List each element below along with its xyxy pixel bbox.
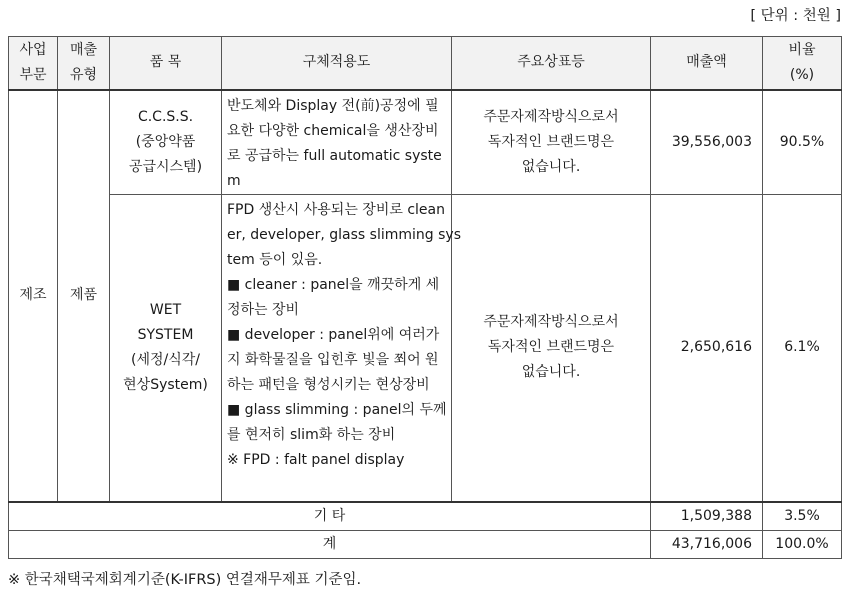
ratio-cell: 6.1% (763, 194, 842, 502)
usage-line: 요한 다양한 chemical을 생산장비 (227, 122, 439, 139)
header-ratio-line1: 비율 (788, 41, 816, 58)
usage-line: 반도체와 Display 전(前)공정에 필 (227, 97, 439, 114)
brand-line: 주문자제작방식으로서 (483, 108, 619, 125)
header-ratio-line2: (%) (789, 66, 815, 83)
header-sector (9, 37, 58, 90)
etc-sales: 1,509,388 (651, 502, 763, 530)
unit-label: [ 단위 : 천원 ] (750, 8, 841, 24)
item-cell (110, 194, 222, 502)
usage-line: ※ FPD : falt panel display (227, 451, 405, 468)
sales-cell: 39,556,003 (651, 90, 763, 195)
total-ratio: 100.0% (763, 530, 842, 558)
item-cell (110, 90, 222, 195)
item-line: WET (149, 301, 182, 318)
header-usage: 구체적용도 (222, 37, 452, 90)
footnote: ※ 한국채택국제회계기준(K-IFRS) 연결재무제표 기준임. (8, 572, 362, 588)
usage-line: 를 현저히 slim화 하는 장비 (227, 426, 396, 443)
etc-label: 기 타 (9, 502, 651, 530)
brand-line: 없습니다. (521, 158, 581, 175)
header-type (58, 37, 110, 90)
brand-line: 없습니다. (521, 364, 581, 381)
item-line: 공급시스템) (128, 158, 203, 175)
item-line: (중앙약품 (135, 133, 196, 150)
usage-line: FPD 생산시 사용되는 장비로 clean (227, 201, 445, 218)
etc-row (9, 502, 842, 530)
etc-ratio: 3.5% (763, 502, 842, 530)
usage-line: 하는 패턴을 형성시키는 현상장비 (227, 376, 430, 393)
item-line: (세정/식각/ (131, 351, 200, 368)
ratio-cell: 90.5% (763, 90, 842, 195)
brand-line: 독자적인 브랜드명은 (487, 339, 615, 356)
usage-line: m (227, 172, 241, 189)
usage-cell (222, 90, 452, 195)
usage-line: 정하는 장비 (227, 301, 300, 318)
header-sales: 매출액 (651, 37, 763, 90)
brand-cell (452, 194, 651, 502)
type-cell: 제품 (58, 90, 110, 503)
sales-table (8, 36, 842, 559)
header-type-line2: 유형 (69, 66, 98, 83)
brand-line: 독자적인 브랜드명은 (487, 133, 615, 150)
item-line: SYSTEM (137, 326, 194, 343)
usage-line: 로 공급하는 full automatic syste (227, 147, 442, 164)
brand-line: 주문자제작방식으로서 (483, 314, 619, 331)
usage-line: ■ glass slimming : panel의 두께 (227, 401, 447, 418)
total-row (9, 530, 842, 558)
header-sector-line2: 부문 (19, 66, 47, 83)
header-brand: 주요상표등 (452, 37, 651, 90)
usage-line: tem 등이 있음. (227, 251, 323, 268)
sector-cell: 제조 (9, 90, 58, 503)
usage-line: ■ developer : panel위에 여러가 (227, 326, 440, 343)
table-row (9, 90, 842, 195)
header-ratio (763, 37, 842, 90)
usage-line: 지 화학물질을 입힌후 빛을 쬐어 원 (227, 351, 439, 368)
brand-cell (452, 90, 651, 195)
table-row (9, 194, 842, 502)
item-line: C.C.S.S. (137, 108, 194, 125)
usage-line: ■ cleaner : panel을 깨끗하게 세 (227, 276, 440, 293)
item-line: 현상System) (123, 376, 208, 393)
usage-line: er, developer, glass slimming sys (227, 226, 461, 243)
header-row (9, 37, 842, 90)
sales-cell: 2,650,616 (651, 194, 763, 502)
header-type-line1: 매출 (69, 41, 98, 58)
total-label: 계 (9, 530, 651, 558)
header-sector-line1: 사업 (19, 41, 47, 58)
header-item: 품 목 (110, 37, 222, 90)
usage-cell (222, 194, 461, 502)
total-sales: 43,716,006 (651, 530, 763, 558)
